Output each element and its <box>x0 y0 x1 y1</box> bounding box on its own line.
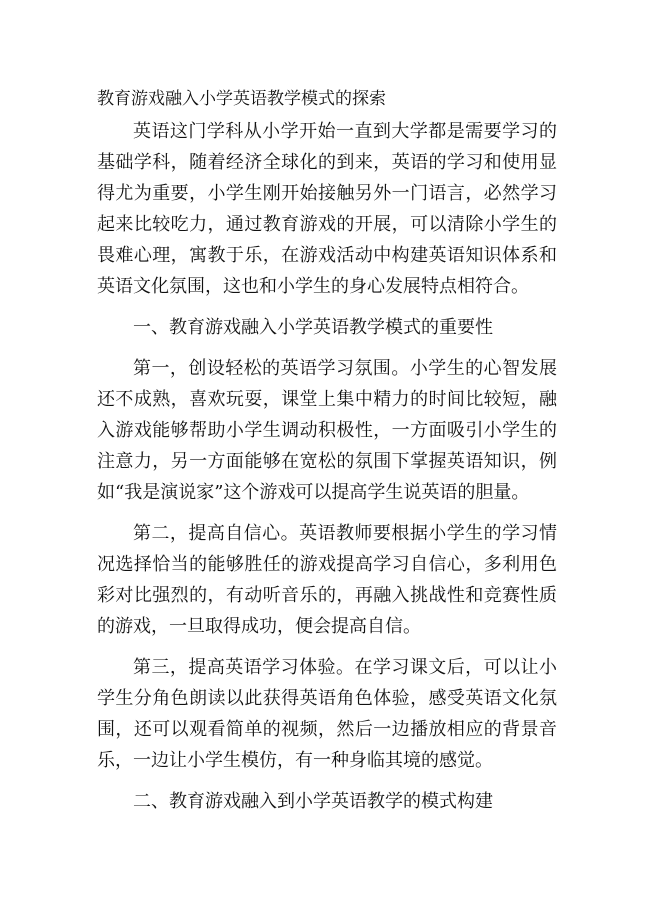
paragraph-point-1: 第一，创设轻松的英语学习氛围。小学生的心智发展还不成熟，喜欢玩耍，课堂上集中精力的时间比较短，融入游戏能够帮助小学生调动积极性，一方面吸引小学生的注意力，另一方面能够在宽松的氛围下掌握英语知识，例如“我是演说家”这个游戏可以提高学生说英语的胆量。 <box>97 358 557 503</box>
paragraph-point-3: 第三，提高英语学习体验。在学习课文后，可以让小学生分角色朗读以此获得英语角色体验，感受英语文化氛围，还可以观看简单的视频，然后一边播放相应的背景音乐，一边让小学生模仿，有一种身临其境的感觉。 <box>97 657 557 771</box>
intro-paragraph: 英语这门学科从小学开始一直到大学都是需要学习的基础学科，随着经济全球化的到来，英语的学习和使用显得尤为重要，小学生刚开始接触另外一门语言，必然学习起来比较吃力，通过教育游戏的开展，可以清除小学生的畏难心理，寓教于乐，在游戏活动中构建英语知识体系和英语文化氛围，这也和小学生的身心发展特点相符合。 <box>97 121 557 297</box>
document-body <box>97 116 557 827</box>
document-title: 教育游戏融入小学英语教学模式的探索 <box>97 89 386 109</box>
section-heading-2: 二、教育游戏融入到小学英语教学的模式构建 <box>133 791 493 812</box>
section-heading-1: 一、教育游戏融入小学英语教学模式的重要性 <box>133 317 493 338</box>
paragraph-point-2: 第二，提高自信心。英语教师要根据小学生的学习情况选择恰当的能够胜任的游戏提高学习自信心，多利用色彩对比强烈的，有动听音乐的，再融入挑战性和竞赛性质的游戏，一旦取得成功，便会提高自信。 <box>97 523 557 637</box>
